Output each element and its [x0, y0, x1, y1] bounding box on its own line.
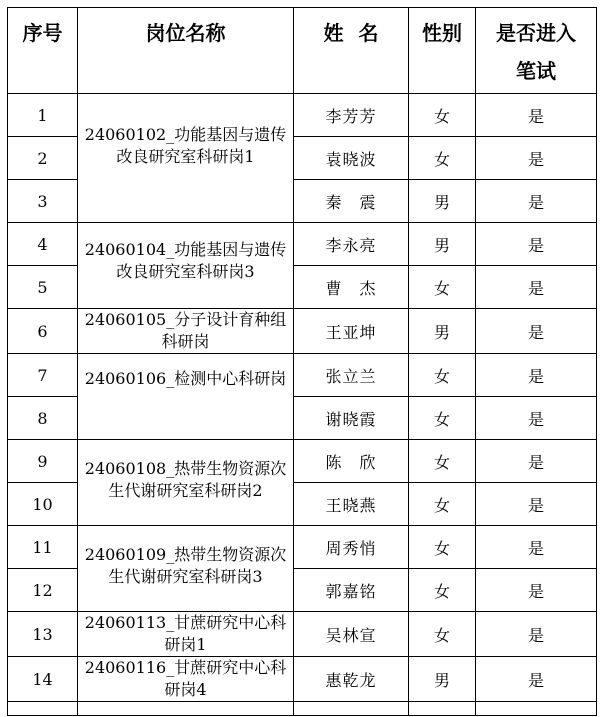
candidate-gender: 女 — [409, 94, 476, 137]
empty-cell — [294, 702, 409, 716]
table-row — [8, 526, 597, 569]
row-index: 3 — [8, 180, 78, 223]
exam-status: 是 — [476, 354, 597, 397]
candidate-table — [7, 7, 597, 716]
row-index: 14 — [8, 657, 78, 702]
table-row — [8, 657, 597, 702]
candidate-gender: 女 — [409, 354, 476, 397]
post-name: 24060116_甘蔗研究中心科研岗4 — [78, 657, 294, 702]
table-row-partial — [8, 702, 597, 716]
candidate-gender: 男 — [409, 657, 476, 702]
header-post: 岗位名称 — [78, 8, 294, 94]
row-index: 4 — [8, 223, 78, 266]
exam-status: 是 — [476, 569, 597, 612]
row-index: 7 — [8, 354, 78, 397]
row-index: 8 — [8, 397, 78, 440]
candidate-gender: 女 — [409, 397, 476, 440]
exam-status: 是 — [476, 180, 597, 223]
empty-cell — [78, 702, 294, 716]
candidate-name: 惠乾龙 — [294, 657, 409, 702]
candidate-gender: 女 — [409, 266, 476, 309]
row-index: 10 — [8, 483, 78, 526]
table-row — [8, 94, 597, 137]
candidate-name: 袁晓波 — [294, 137, 409, 180]
exam-status: 是 — [476, 483, 597, 526]
exam-status: 是 — [476, 526, 597, 569]
candidate-gender: 女 — [409, 569, 476, 612]
candidate-name: 王晓燕 — [294, 483, 409, 526]
post-name: 24060113_甘蔗研究中心科研岗1 — [78, 612, 294, 657]
candidate-name: 陈 欣 — [294, 440, 409, 483]
candidate-name: 周秀悄 — [294, 526, 409, 569]
exam-status: 是 — [476, 266, 597, 309]
candidate-gender: 男 — [409, 309, 476, 354]
candidate-gender: 男 — [409, 223, 476, 266]
candidate-name: 李芳芳 — [294, 94, 409, 137]
post-name: 24060104_功能基因与遗传改良研究室科研岗3 — [78, 223, 294, 309]
post-name: 24060109_热带生物资源次生代谢研究室科研岗3 — [78, 526, 294, 612]
post-name: 24060105_分子设计育种组科研岗 — [78, 309, 294, 354]
row-index: 1 — [8, 94, 78, 137]
exam-status: 是 — [476, 397, 597, 440]
candidate-gender: 女 — [409, 483, 476, 526]
candidate-gender: 男 — [409, 180, 476, 223]
candidate-name: 郭嘉铭 — [294, 569, 409, 612]
row-index: 6 — [8, 309, 78, 354]
exam-status: 是 — [476, 657, 597, 702]
empty-cell — [409, 702, 476, 716]
candidate-name: 吴林宣 — [294, 612, 409, 657]
exam-status: 是 — [476, 223, 597, 266]
table-row — [8, 223, 597, 266]
row-index: 13 — [8, 612, 78, 657]
empty-cell — [8, 702, 78, 716]
candidate-gender: 女 — [409, 137, 476, 180]
header-gender: 性别 — [409, 8, 476, 94]
post-name: 24060108_热带生物资源次生代谢研究室科研岗2 — [78, 440, 294, 526]
candidate-name: 秦 震 — [294, 180, 409, 223]
candidate-name: 王亚坤 — [294, 309, 409, 354]
table-row — [8, 354, 597, 397]
candidate-name: 张立兰 — [294, 354, 409, 397]
row-index: 9 — [8, 440, 78, 483]
header-exam: 是否进入笔试 — [476, 8, 597, 94]
exam-status: 是 — [476, 137, 597, 180]
row-index: 2 — [8, 137, 78, 180]
table-row — [8, 440, 597, 483]
exam-status: 是 — [476, 440, 597, 483]
candidate-gender: 女 — [409, 526, 476, 569]
exam-status: 是 — [476, 309, 597, 354]
header-index: 序号 — [8, 8, 78, 94]
exam-status: 是 — [476, 612, 597, 657]
candidate-name: 李永亮 — [294, 223, 409, 266]
table-row — [8, 612, 597, 657]
candidate-gender: 女 — [409, 612, 476, 657]
empty-cell — [476, 702, 597, 716]
candidate-name: 谢晓霞 — [294, 397, 409, 440]
header-row — [8, 8, 597, 94]
post-name: 24060102_功能基因与遗传改良研究室科研岗1 — [78, 94, 294, 223]
header-name: 姓 名 — [294, 8, 409, 94]
table-row — [8, 309, 597, 354]
exam-status: 是 — [476, 94, 597, 137]
candidate-name: 曹 杰 — [294, 266, 409, 309]
row-index: 5 — [8, 266, 78, 309]
post-name: 24060106_检测中心科研岗 — [78, 354, 294, 440]
row-index: 11 — [8, 526, 78, 569]
row-index: 12 — [8, 569, 78, 612]
candidate-gender: 女 — [409, 440, 476, 483]
